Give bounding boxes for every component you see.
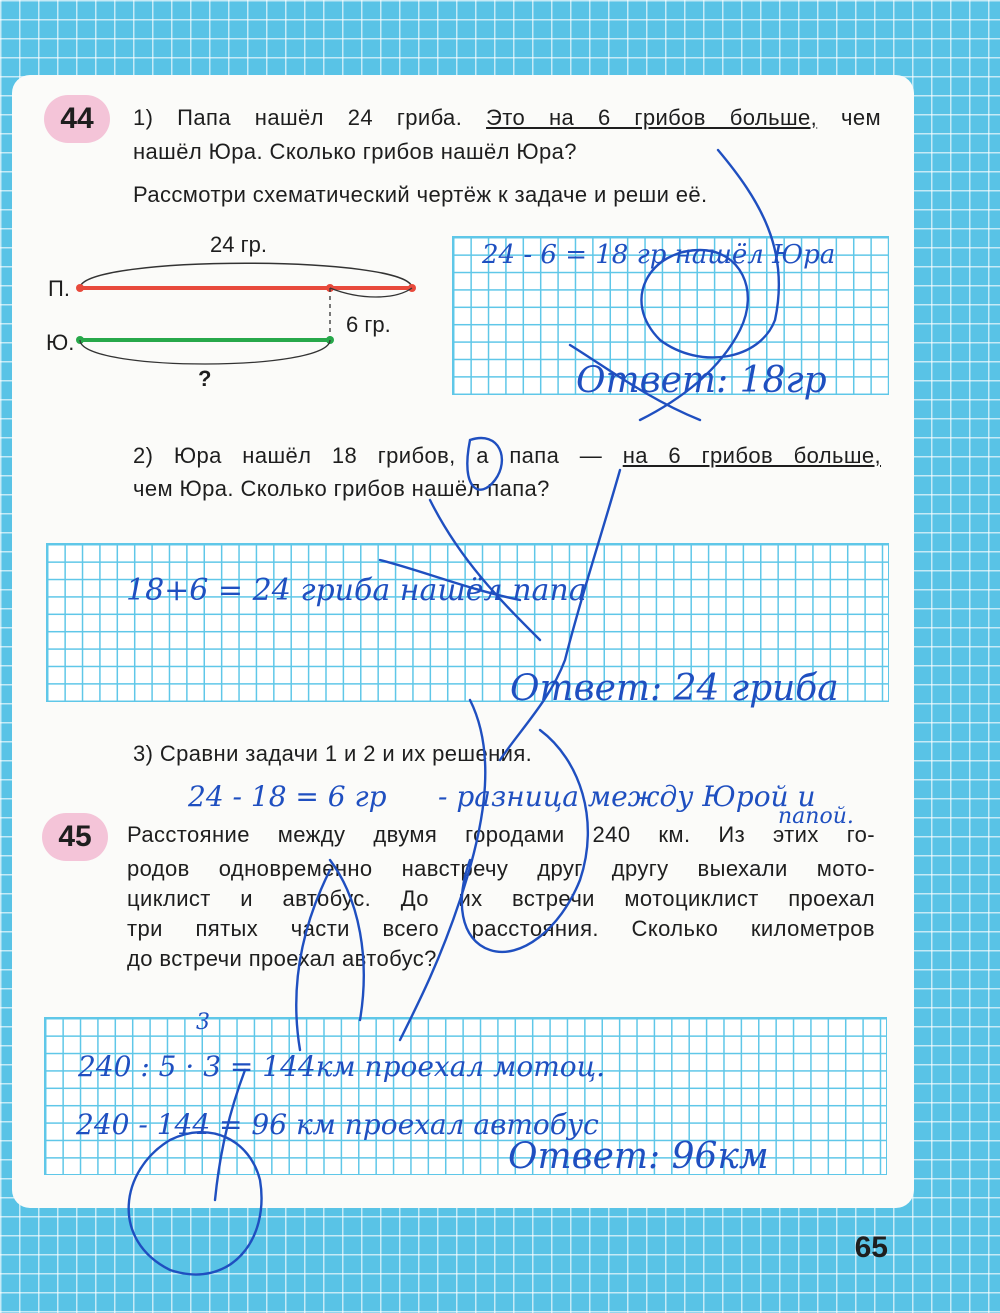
handwritten-comparison-c: папой. <box>778 804 854 829</box>
task-44-number: 44 <box>60 102 94 135</box>
diagram-top-label: 24 гр. <box>210 232 267 257</box>
task-44-badge <box>44 95 110 143</box>
task-45-number: 45 <box>58 820 92 853</box>
handwritten-solution-3b: 240 - 144 = 96 км проехал автобус <box>76 1108 599 1141</box>
underlined-condition: Это на 6 грибов больше, <box>486 105 818 130</box>
task-44-part3-line: 3) Сравни задачи 1 и 2 и их решения. <box>133 741 533 766</box>
handwritten-answer-1: Ответ: 18гр <box>576 360 827 401</box>
handwritten-solution-2: 18+6 = 24 гриба нашёл папа <box>126 573 587 608</box>
task-45-line-5: до встречи проехал автобус? <box>127 946 437 971</box>
task-44-instruction: Рассмотри схематический чертёж к задаче и реши её. <box>133 182 708 207</box>
handwritten-comparison-b: - разница между Юрой и <box>438 780 816 813</box>
task-45-line-2: родов одновременно навстречу друг другу выехали мото- <box>127 856 875 881</box>
diagram-row-p: П. <box>48 276 70 301</box>
diagram-unknown: ? <box>198 366 212 391</box>
task-44-part1-line2: нашёл Юра. Сколько грибов нашёл Юра? <box>133 139 577 164</box>
underlined-condition-2: на 6 грибов больше, <box>622 443 882 468</box>
task-45-badge <box>42 813 108 861</box>
task-44-part1-line1: 1) Папа нашёл 24 гриба. Это на 6 грибов больше, чем <box>133 105 882 130</box>
diagram-row-yu: Ю. <box>46 330 75 355</box>
handwritten-answer-3: Ответ: 96км <box>508 1136 769 1177</box>
diagram-diff-label: 6 гр. <box>346 312 391 337</box>
task-45-line-1: Расстояние между двумя городами 240 км. Из этих го- <box>127 822 875 847</box>
page-number: 65 <box>854 1231 888 1264</box>
handwritten-answer-2: Ответ: 24 гриба <box>510 668 839 709</box>
handwritten-solution-1: 24 - 6 = 18 гр нашёл Юра <box>482 240 836 270</box>
handwritten-comparison-a: 24 - 18 = 6 гр <box>188 780 387 813</box>
handwritten-fraction-top: 3 <box>196 1010 210 1035</box>
task-44-part2-line2: чем Юра. Сколько грибов нашёл папа? <box>133 476 550 501</box>
task-44-part2-line1: 2) Юра нашёл 18 грибов, а папа — на 6 грибов больше, <box>133 443 882 468</box>
task-45-line-3: циклист и автобус. До их встречи мотоциклист проехал <box>127 886 875 911</box>
task-45-line-4: три пятых части всего расстояния. Сколько километров <box>127 916 875 941</box>
handwritten-solution-3a: 240 : 5 · 3 = 144км проехал мотоц. <box>78 1050 606 1083</box>
